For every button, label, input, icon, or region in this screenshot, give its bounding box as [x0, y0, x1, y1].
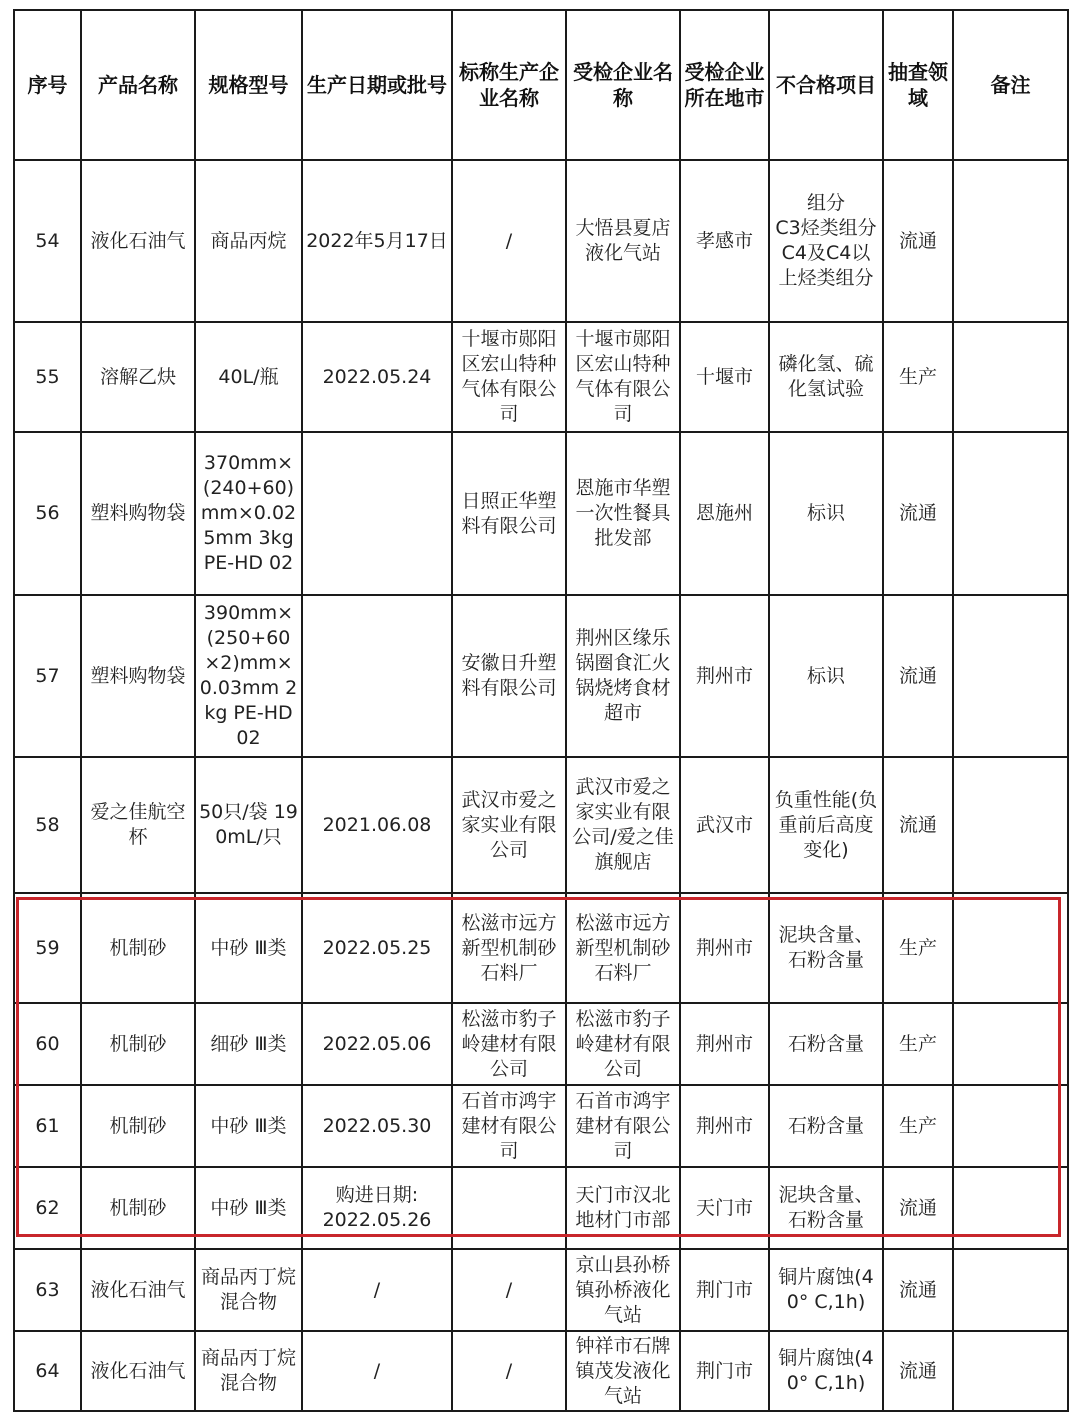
cell-text-failed: 石粉含量: [787, 1114, 864, 1137]
cell-text-seq: 61: [35, 1114, 60, 1137]
header-city: 受检企业所在地市: [680, 10, 769, 160]
cell-product: [81, 322, 195, 432]
cell-city: [680, 432, 769, 595]
cell-text-seq: 62: [35, 1196, 60, 1219]
cell-text-date: 2021.06.08: [322, 813, 432, 836]
cell-product: [81, 1249, 195, 1331]
cell-remark: [953, 1249, 1068, 1331]
cell-text-field: 生产: [898, 936, 937, 959]
cell-date: [302, 893, 452, 1003]
cell-text-field: 流通: [898, 664, 937, 687]
table-row: [14, 1167, 1068, 1249]
cell-spec: [195, 1249, 302, 1331]
cell-text-maker: 松滋市远方新型机制砂石料厂: [461, 911, 557, 984]
cell-text-date: 购进日期: 2022.05.26: [322, 1184, 432, 1231]
cell-text-city: 十堰市: [695, 365, 753, 388]
cell-city: [680, 1167, 769, 1249]
cell-date: [302, 432, 452, 595]
cell-text-city: 武汉市: [695, 813, 753, 836]
cell-inspected: [566, 595, 680, 757]
cell-date: [302, 322, 452, 432]
cell-seq: [14, 1249, 81, 1331]
cell-inspected: [566, 1003, 680, 1085]
cell-maker: [452, 1003, 566, 1085]
cell-text-product: 塑料购物袋: [90, 664, 186, 687]
cell-text-date: /: [373, 1359, 381, 1382]
cell-spec: [195, 322, 302, 432]
table-row: [14, 1085, 1068, 1167]
cell-product: [81, 893, 195, 1003]
cell-text-city: 荆门市: [695, 1359, 753, 1382]
cell-text-inspected: 大悟县夏店液化气站: [575, 217, 671, 264]
cell-date: [302, 1003, 452, 1085]
cell-remark: [953, 757, 1068, 893]
cell-text-date: 2022.05.30: [322, 1114, 432, 1137]
cell-text-failed: 负重性能(负重前后高度变化): [774, 788, 878, 861]
cell-text-inspected: 京山县孙桥镇孙桥液化气站: [575, 1253, 671, 1326]
cell-text-spec: 商品丙丁烷混合物: [200, 1347, 296, 1394]
cell-city: [680, 1249, 769, 1331]
cell-text-maker: /: [505, 1359, 513, 1382]
cell-field: [883, 757, 953, 893]
cell-product: [81, 1167, 195, 1249]
cell-spec: [195, 757, 302, 893]
header-inspected: 受检企业名称: [566, 10, 680, 160]
header-failed: 不合格项目: [769, 10, 883, 160]
cell-text-failed: 泥块含量、石粉含量: [778, 924, 874, 971]
cell-maker: [452, 595, 566, 757]
cell-text-maker: 武汉市爱之家实业有限公司: [461, 788, 557, 861]
cell-text-product: 液化石油气: [90, 1359, 186, 1382]
cell-text-product: 机制砂: [109, 1114, 167, 1137]
cell-remark: [953, 322, 1068, 432]
cell-text-date: /: [373, 1278, 381, 1301]
cell-remark: [953, 1003, 1068, 1085]
cell-field: [883, 1167, 953, 1249]
header-row: [14, 10, 1068, 160]
cell-product: [81, 1085, 195, 1167]
cell-text-product: 液化石油气: [90, 229, 186, 252]
cell-inspected: [566, 1331, 680, 1411]
header-maker: 标称生产企业名称: [452, 10, 566, 160]
header-seq: 序号: [14, 10, 81, 160]
cell-inspected: [566, 757, 680, 893]
cell-maker: [452, 893, 566, 1003]
cell-date: [302, 1167, 452, 1249]
cell-text-failed: 石粉含量: [787, 1032, 864, 1055]
table-row: [14, 1331, 1068, 1411]
table-row: [14, 1003, 1068, 1085]
cell-text-seq: 60: [35, 1032, 60, 1055]
cell-text-seq: 64: [35, 1359, 60, 1382]
cell-date: [302, 757, 452, 893]
cell-field: [883, 432, 953, 595]
cell-failed: [769, 1167, 883, 1249]
cell-text-failed: 磷化氢、硫化氢试验: [778, 353, 874, 400]
cell-maker: [452, 432, 566, 595]
cell-text-product: 机制砂: [109, 1196, 167, 1219]
cell-field: [883, 1331, 953, 1411]
cell-text-inspected: 石首市鸿宇建材有限公司: [575, 1089, 671, 1162]
cell-text-product: 机制砂: [109, 936, 167, 959]
cell-date: [302, 1331, 452, 1411]
cell-text-date: 2022.05.06: [322, 1032, 432, 1055]
cell-text-inspected: 荆州区缘乐锅圈食汇火锅烧烤食材超市: [575, 627, 671, 724]
cell-product: [81, 1331, 195, 1411]
cell-text-maker: /: [505, 1278, 513, 1301]
cell-text-inspected: 武汉市爱之家实业有限公司/爱之佳旗舰店: [572, 776, 674, 873]
cell-text-product: 溶解乙炔: [99, 365, 176, 388]
cell-failed: [769, 1003, 883, 1085]
cell-maker: [452, 757, 566, 893]
header-spec: 规格型号: [195, 10, 302, 160]
cell-seq: [14, 432, 81, 595]
cell-text-seq: 55: [35, 365, 60, 388]
cell-city: [680, 1331, 769, 1411]
header-product: 产品名称: [81, 10, 195, 160]
cell-failed: [769, 1249, 883, 1331]
cell-text-failed: 铜片腐蚀(40° C,1h): [778, 1347, 874, 1394]
cell-product: [81, 432, 195, 595]
cell-inspected: [566, 1167, 680, 1249]
cell-product: [81, 595, 195, 757]
cell-text-seq: 63: [35, 1278, 60, 1301]
cell-text-field: 生产: [898, 365, 937, 388]
header-field: 抽查领域: [883, 10, 953, 160]
cell-spec: [195, 595, 302, 757]
cell-text-inspected: 天门市汉北地材门市部: [575, 1184, 671, 1231]
cell-text-city: 天门市: [695, 1196, 753, 1219]
cell-remark: [953, 595, 1068, 757]
cell-text-failed: 标识: [806, 502, 845, 524]
cell-text-maker: /: [505, 229, 513, 252]
cell-text-seq: 58: [35, 813, 60, 836]
cell-text-spec: 商品丙丁烷混合物: [200, 1266, 296, 1313]
cell-text-maker: 石首市鸿宇建材有限公司: [461, 1089, 557, 1162]
cell-failed: [769, 595, 883, 757]
cell-text-field: 生产: [898, 1114, 937, 1137]
table-row: [14, 160, 1068, 322]
cell-text-field: 流通: [898, 1359, 937, 1382]
cell-text-city: 孝感市: [695, 229, 753, 252]
cell-text-product: 机制砂: [109, 1032, 167, 1055]
cell-spec: [195, 893, 302, 1003]
cell-city: [680, 757, 769, 893]
table-row: [14, 595, 1068, 757]
cell-failed: [769, 1085, 883, 1167]
cell-text-spec: 390mm×(250+60×2)mm×0.03mm 2kg PE-HD 02: [199, 602, 298, 749]
cell-text-field: 流通: [898, 502, 937, 524]
cell-seq: [14, 757, 81, 893]
cell-text-city: 荆州市: [695, 1114, 753, 1137]
cell-failed: [769, 1331, 883, 1411]
cell-text-inspected: 恩施市华塑一次性餐具批发部: [575, 477, 671, 549]
cell-product: [81, 160, 195, 322]
cell-text-failed: 泥块含量、石粉含量: [778, 1184, 874, 1231]
cell-text-seq: 57: [35, 664, 60, 687]
cell-seq: [14, 1331, 81, 1411]
cell-text-field: 流通: [898, 1278, 937, 1301]
cell-spec: [195, 1167, 302, 1249]
cell-text-spec: 细砂 Ⅲ类: [210, 1032, 287, 1055]
cell-city: [680, 160, 769, 322]
cell-text-maker: 安徽日升塑料有限公司: [461, 652, 557, 699]
cell-spec: [195, 432, 302, 595]
cell-maker: [452, 1249, 566, 1331]
cell-maker: [452, 1167, 566, 1249]
cell-text-seq: 56: [35, 502, 60, 524]
cell-field: [883, 1003, 953, 1085]
cell-text-date: 2022.05.25: [322, 936, 432, 959]
cell-field: [883, 595, 953, 757]
cell-maker: [452, 1331, 566, 1411]
cell-text-spec: 中砂 Ⅲ类: [210, 936, 287, 959]
cell-field: [883, 893, 953, 1003]
table-row: [14, 322, 1068, 432]
cell-maker: [452, 322, 566, 432]
table-row: [14, 893, 1068, 1003]
cell-seq: [14, 595, 81, 757]
cell-remark: [953, 160, 1068, 322]
cell-text-inspected: 十堰市郧阳区宏山特种气体有限公司: [575, 328, 671, 425]
cell-text-date: 2022.05.24: [322, 365, 432, 388]
cell-failed: [769, 160, 883, 322]
cell-text-product: 爱之佳航空杯: [90, 801, 186, 848]
cell-product: [81, 757, 195, 893]
cell-field: [883, 160, 953, 322]
cell-remark: [953, 1085, 1068, 1167]
cell-text-field: 生产: [898, 1032, 937, 1055]
cell-city: [680, 1003, 769, 1085]
cell-text-city: 恩施州: [695, 502, 753, 524]
cell-text-failed: 铜片腐蚀(40° C,1h): [778, 1266, 874, 1313]
header-date: 生产日期或批号: [302, 10, 452, 160]
cell-spec: [195, 1085, 302, 1167]
cell-spec: [195, 1331, 302, 1411]
cell-text-product: 液化石油气: [90, 1278, 186, 1301]
header-remark: 备注: [953, 10, 1068, 160]
cell-date: [302, 595, 452, 757]
cell-text-city: 荆门市: [695, 1278, 753, 1301]
cell-inspected: [566, 322, 680, 432]
table-row: [14, 432, 1068, 595]
cell-seq: [14, 1167, 81, 1249]
cell-remark: [953, 1167, 1068, 1249]
cell-text-city: 荆州市: [695, 664, 753, 687]
cell-failed: [769, 322, 883, 432]
cell-seq: [14, 893, 81, 1003]
cell-spec: [195, 1003, 302, 1085]
cell-date: [302, 1249, 452, 1331]
cell-failed: [769, 893, 883, 1003]
cell-inspected: [566, 432, 680, 595]
cell-text-spec: 50只/袋 190mL/只: [199, 801, 298, 848]
cell-seq: [14, 1003, 81, 1085]
cell-text-spec: 40L/瓶: [218, 365, 279, 388]
cell-text-field: 流通: [898, 229, 937, 252]
cell-city: [680, 1085, 769, 1167]
cell-field: [883, 1085, 953, 1167]
cell-maker: [452, 1085, 566, 1167]
cell-remark: [953, 893, 1068, 1003]
cell-text-field: 流通: [898, 813, 937, 836]
cell-text-failed: 标识: [806, 664, 845, 687]
table-row: [14, 1249, 1068, 1331]
cell-inspected: [566, 1249, 680, 1331]
cell-inspected: [566, 1085, 680, 1167]
cell-text-maker: 十堰市郧阳区宏山特种气体有限公司: [461, 328, 557, 425]
cell-seq: [14, 322, 81, 432]
cell-text-field: 流通: [898, 1196, 937, 1219]
cell-text-failed: 组分 C3烃类组分 C4及C4以上烃类组分: [775, 192, 877, 289]
cell-text-maker: 松滋市豹子岭建材有限公司: [461, 1007, 557, 1080]
cell-text-city: 荆州市: [695, 936, 753, 959]
cell-text-spec: 中砂 Ⅲ类: [210, 1114, 287, 1137]
cell-text-maker: 日照正华塑料有限公司: [461, 489, 557, 537]
cell-failed: [769, 432, 883, 595]
cell-text-spec: 中砂 Ⅲ类: [210, 1196, 287, 1219]
cell-failed: [769, 757, 883, 893]
cell-seq: [14, 1085, 81, 1167]
cell-text-seq: 59: [35, 936, 60, 959]
cell-text-date: 2022年5月17日: [306, 229, 448, 252]
cell-remark: [953, 1331, 1068, 1411]
cell-field: [883, 322, 953, 432]
cell-seq: [14, 160, 81, 322]
cell-remark: [953, 432, 1068, 595]
cell-text-spec: 370mm×(240+60)mm×0.025mm 3kg PE-HD 02: [200, 452, 297, 574]
cell-date: [302, 1085, 452, 1167]
cell-spec: [195, 160, 302, 322]
cell-inspected: [566, 160, 680, 322]
cell-city: [680, 893, 769, 1003]
cell-date: [302, 160, 452, 322]
cell-maker: [452, 160, 566, 322]
cell-text-product: 塑料购物袋: [90, 502, 186, 524]
cell-text-seq: 54: [35, 229, 60, 252]
cell-city: [680, 322, 769, 432]
cell-field: [883, 1249, 953, 1331]
cell-text-city: 荆州市: [695, 1032, 753, 1055]
table-row: [14, 757, 1068, 893]
cell-city: [680, 595, 769, 757]
cell-text-inspected: 松滋市豹子岭建材有限公司: [575, 1007, 671, 1080]
cell-product: [81, 1003, 195, 1085]
cell-text-inspected: 松滋市远方新型机制砂石料厂: [575, 911, 671, 984]
inspection-table: [13, 9, 1069, 1412]
cell-text-inspected: 钟祥市石牌镇茂发液化气站: [575, 1334, 671, 1407]
cell-text-spec: 商品丙烷: [210, 229, 287, 252]
cell-inspected: [566, 893, 680, 1003]
